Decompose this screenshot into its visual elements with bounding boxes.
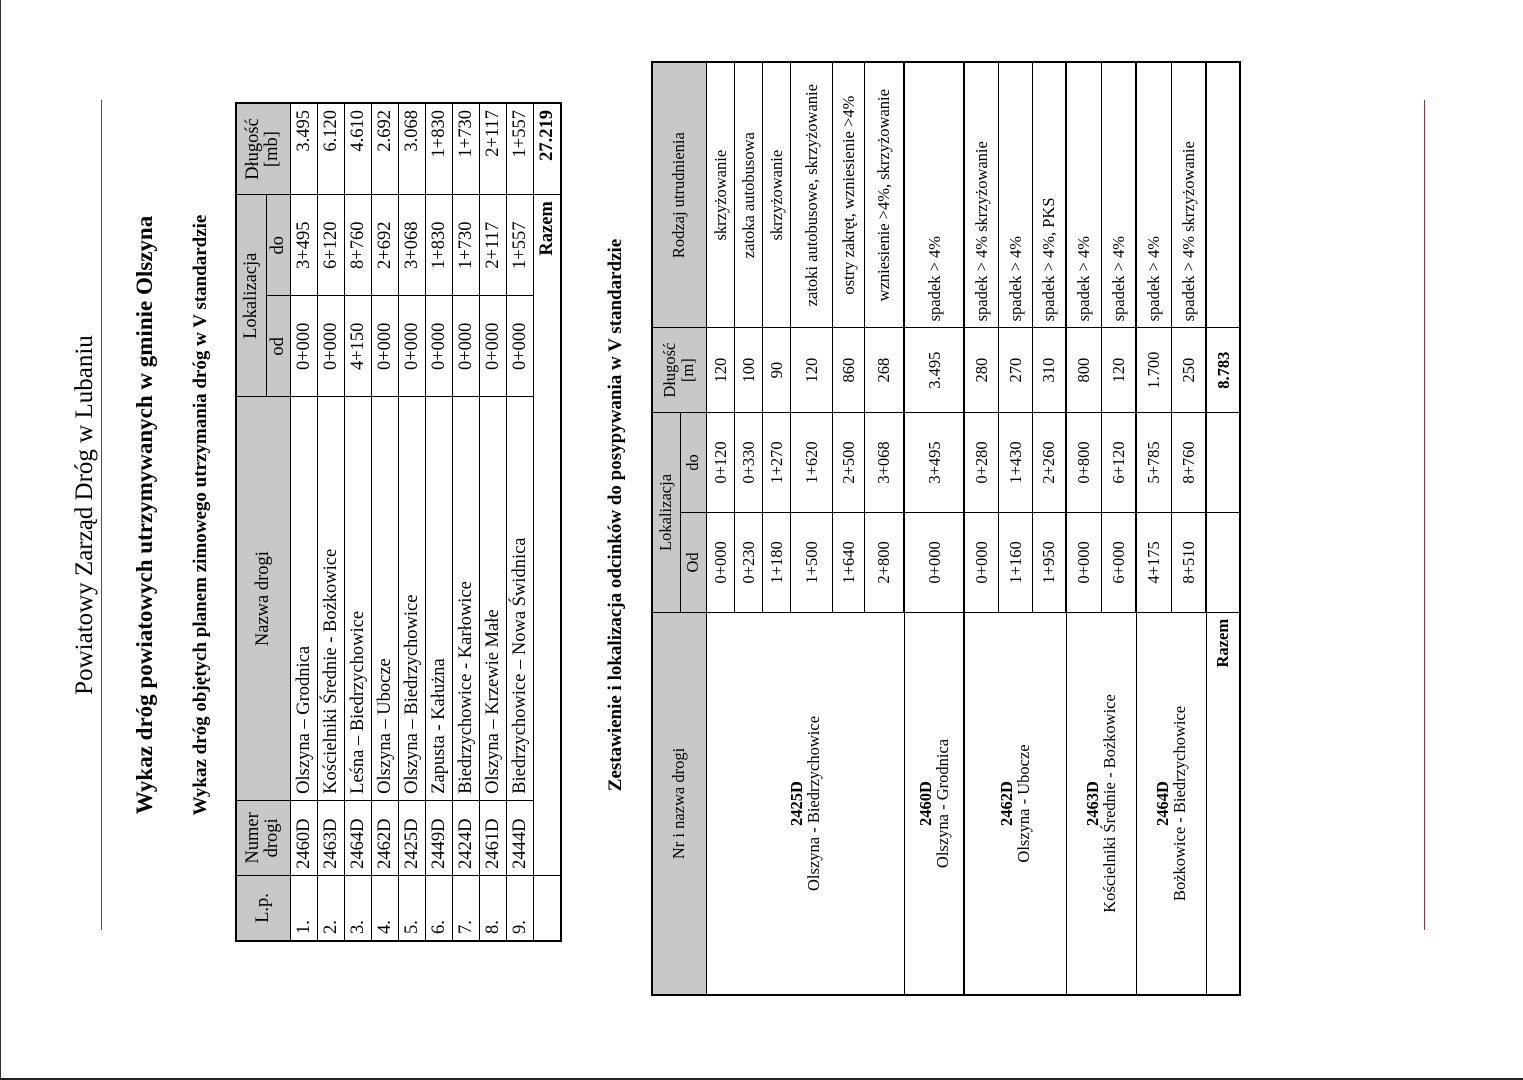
total-value: 27.219 [533,103,561,195]
row-do: 1+620 [790,412,832,512]
row-od: 0+000 [506,296,533,397]
row-do: 1+270 [762,412,790,512]
row-dlugosc: 1+830 [425,103,452,195]
row-od: 1+160 [998,512,1032,612]
row-dlugosc: 280 [964,328,998,413]
row-do: 8+760 [1171,412,1206,512]
row-lp: 5. [398,875,425,941]
road-number: 2425D [787,781,806,826]
row-nazwa: Kościelniki Średnie - Bożkowice [317,397,344,800]
road-number: 2464D [1153,781,1172,826]
row-do: 1+430 [998,412,1032,512]
row-numer: 2449D [425,800,452,875]
row-od: 0+000 [398,296,425,397]
organization-title: Powiatowy Zarząd Dróg w Lubaniu [71,335,98,695]
row-rodzaj: spadek > 4%, PKS [1032,62,1066,328]
row-dlugosc: 1.700 [1136,328,1171,413]
row-rodzaj: spadek > 4% [1136,62,1171,328]
page-title: Wykaz dróg powiatowych utrzymywanych w gminie Olszyna [132,215,157,815]
row-lp: 2. [317,875,344,941]
row-od: 8+510 [1171,512,1206,612]
total-label: Razem [1206,612,1240,995]
row-rodzaj: spadek > 4% skrzyżowanie [1171,62,1206,328]
row-od: 6+000 [1101,512,1136,612]
gritting-table [651,61,1241,996]
row-numer: 2464D [344,800,371,875]
row-numer: 2444D [506,800,533,875]
col-lokalizacja2: Lokalizacja [652,412,680,612]
row-dlugosc: 250 [1171,328,1206,413]
row-do: 6+120 [317,195,344,296]
table-row [452,103,479,941]
road-cell [904,612,964,995]
table-row [1136,62,1171,995]
table-row [425,103,452,941]
row-dlugosc: 860 [832,328,864,413]
col-dlugosc2: Długość [m] [652,328,706,413]
row-numer: 2463D [317,800,344,875]
road-cell [1066,612,1136,995]
row-rodzaj: skrzyżowanie [762,62,790,328]
row-od: 0+000 [452,296,479,397]
road-name: Kościelniki Średnie - Bożkowice [1100,694,1119,913]
road-cell [964,612,1066,995]
row-nazwa: Olszyna – Krzewie Małe [479,397,506,800]
roads-table [235,102,562,942]
road-number: 2463D [1083,781,1102,826]
row-do: 0+120 [706,412,734,512]
row-od: 0+000 [1066,512,1101,612]
row-dlugosc: 120 [790,328,832,413]
row-dlugosc: 3.495 [904,328,964,413]
table-row [398,103,425,941]
col-od2: Od [680,512,706,612]
row-od: 1+500 [790,512,832,612]
table1-subtitle: Wykaz dróg objętych planem zimowego utrzymania dróg w V standardzie [190,214,211,816]
row-do: 2+692 [371,195,398,296]
row-rodzaj: spadek > 4% [1101,62,1136,328]
row-numer: 2462D [371,800,398,875]
row-do: 5+785 [1136,412,1171,512]
col-od: od [266,296,290,397]
row-nazwa: Zapusta - Kałużna [425,397,452,800]
col-nazwa: Nazwa drogi [236,397,290,800]
road-name: Bożkowice - Biedrzychowice [1170,705,1189,902]
section2-title: Zestawienie i lokalizacja odcinków do posypywania w V standardzie [605,238,626,792]
left-margin-line [101,100,102,930]
row-numer: 2424D [452,800,479,875]
row-rodzaj: wzniesienie >4%, skrzyżowanie [864,62,904,328]
row-dlugosc: 100 [734,328,762,413]
total-row [533,103,561,941]
row-rodzaj: spadek > 4% [904,62,964,328]
table-row [290,103,317,941]
row-lp: 7. [452,875,479,941]
row-do: 3+495 [290,195,317,296]
row-dlugosc: 90 [762,328,790,413]
road-name: Olszyna - Ubocze [1014,744,1034,863]
row-do: 0+330 [734,412,762,512]
row-dlugosc: 1+557 [506,103,533,195]
row-do: 2+117 [479,195,506,296]
row-od: 0+000 [290,296,317,397]
table-row [506,103,533,941]
row-lp: 1. [290,875,317,941]
table-row [706,62,734,995]
row-od: 0+000 [904,512,964,612]
row-do: 3+068 [398,195,425,296]
road-name: Olszyna - Biedrzychowice [804,715,823,891]
row-od: 1+180 [762,512,790,612]
row-nazwa: Biedrzychowice - Karłowice [452,397,479,800]
row-od: 0+000 [479,296,506,397]
row-do: 3+495 [904,412,964,512]
table-row [964,62,998,995]
col-dlugosc: Długość [mb] [236,103,290,195]
row-rodzaj: ostry zakręt, wzniesienie >4% [832,62,864,328]
col-lp: L.p. [236,875,290,941]
table-row [344,103,371,941]
road-cell [706,612,904,995]
col-road: Nr i nazwa drogi [652,612,706,995]
road-number: 2462D [997,781,1017,826]
row-dlugosc: 120 [706,328,734,413]
row-nazwa: Olszyna – Ubocze [371,397,398,800]
row-dlugosc: 3.068 [398,103,425,195]
table-row [1066,62,1101,995]
row-rodzaj: spadek > 4% [1066,62,1101,328]
row-do: 2+500 [832,412,864,512]
table-row [317,103,344,941]
row-dlugosc: 4.610 [344,103,371,195]
row-do: 0+800 [1066,412,1101,512]
row-dlugosc: 1+730 [452,103,479,195]
row-nazwa: Olszyna – Biedrzychowice [398,397,425,800]
row-do: 1+830 [425,195,452,296]
row-nazwa: Leśna – Biedrzychowice [344,397,371,800]
row-do: 8+760 [344,195,371,296]
row-lp: 3. [344,875,371,941]
row-nazwa: Olszyna – Grodnica [290,397,317,800]
total-row [1206,62,1240,995]
row-dlugosc: 2.692 [371,103,398,195]
table1-wrapper [235,102,562,942]
row-nazwa: Biedrzychowice – Nowa Świdnica [506,397,533,800]
row-rodzaj: spadek > 4% skrzyżowanie [964,62,998,328]
total-value: 8.783 [1206,328,1240,413]
row-od: 4+150 [344,296,371,397]
row-lp: 8. [479,875,506,941]
road-number: 2460D [915,781,935,826]
row-rodzaj: skrzyżowanie [706,62,734,328]
row-dlugosc: 3.495 [290,103,317,195]
table-row [479,103,506,941]
row-od: 0+000 [964,512,998,612]
row-dlugosc: 120 [1101,328,1136,413]
total-label: Razem [533,195,561,876]
table-row [371,103,398,941]
row-dlugosc: 310 [1032,328,1066,413]
row-dlugosc: 6.120 [317,103,344,195]
row-od: 0+000 [706,512,734,612]
row-dlugosc: 268 [864,328,904,413]
right-margin-line [1424,100,1425,930]
row-do: 1+730 [452,195,479,296]
row-lp: 9. [506,875,533,941]
row-od: 1+640 [832,512,864,612]
row-numer: 2425D [398,800,425,875]
col-numer: Numer drogi [236,800,290,875]
row-do: 3+068 [864,412,904,512]
col-do2: do [680,412,706,512]
col-lokalizacja: Lokalizacja [236,195,266,397]
row-od: 4+175 [1136,512,1171,612]
road-name: Olszyna - Grodnica [932,738,952,869]
row-do: 0+280 [964,412,998,512]
row-rodzaj: zatoki autobusowe, skrzyżowanie [790,62,832,328]
row-dlugosc: 270 [998,328,1032,413]
row-rodzaj: spadek > 4% [998,62,1032,328]
row-dlugosc: 800 [1066,328,1101,413]
row-od: 2+800 [864,512,904,612]
row-numer: 2461D [479,800,506,875]
row-do: 1+557 [506,195,533,296]
col-do: do [266,195,290,296]
table-row [904,62,964,995]
row-do: 2+260 [1032,412,1066,512]
row-rodzaj: zatoka autobusowa [734,62,762,328]
row-od: 1+950 [1032,512,1066,612]
road-cell [1136,612,1206,995]
row-lp: 4. [371,875,398,941]
row-od: 0+000 [425,296,452,397]
table2-wrapper [651,61,1241,996]
col-rodzaj: Rodzaj utrudnienia [652,62,706,328]
row-od: 0+000 [317,296,344,397]
row-numer: 2460D [290,800,317,875]
row-do: 6+120 [1101,412,1136,512]
row-dlugosc: 2+117 [479,103,506,195]
row-od: 0+000 [371,296,398,397]
row-lp: 6. [425,875,452,941]
row-od: 0+230 [734,512,762,612]
